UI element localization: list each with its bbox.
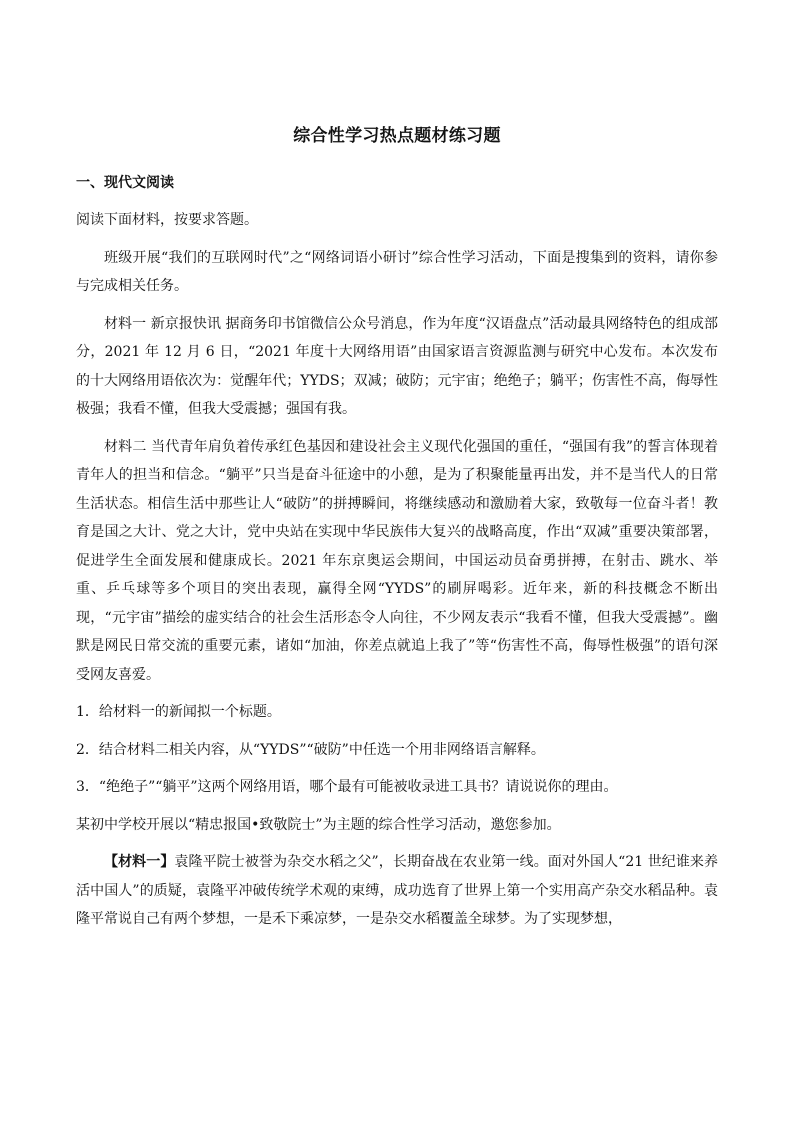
activity-material-paragraph (76, 848, 718, 934)
activity-intro-paragraph: 某初中学校开展以“精忠报国•致敬院士”为主题的综合性学习活动，邀您参加。 (76, 816, 561, 833)
question-1: 1．给材料一的新闻拟一个标题。 (76, 704, 281, 720)
material-text: 袁隆平院士被誉为杂交水稻之父”，长期奋战在农业第一线。面对外国人“21 世纪谁来养活中国人”的质疑，袁隆平冲破传统学术观的束缚，成功选育了世界上第一个实用高产杂交水稻品种。袁隆平常说自己有两个梦想，一是禾下乘凉梦，一是杂交水稻覆盖全球梦。为了实现梦想， (76, 854, 719, 927)
question-3: 3．“绝绝子”“躺平”这两个网络用语，哪个最有可能被收录进工具书？请说说你的理由。 (76, 779, 618, 795)
document-title: 综合性学习热点题材练习题 (293, 126, 501, 146)
question-2: 2．结合材料二相关内容，从“YYDS”“破防”中任选一个用非网络语言解释。 (76, 741, 545, 758)
material-one-paragraph: 材料一 新京报快讯 据商务印书馆微信公众号消息，作为年度“汉语盘点”活动最具网络特色的组成部分，2021 年 12 月 6 日，“2021 年度十大网络用语”由国家语言资源监测与研究中心发布。本次发布的十大网络用语依次为：觉醒年代；YYDS；双减；破防；元宇宙；绝绝子；躺平；伤害性不高，侮辱性极强；我看不懂，但我大受震撼；强国有我。 (76, 315, 718, 417)
section-heading: 一、现代文阅读 (76, 175, 174, 191)
material-two-paragraph: 材料二 当代青年肩负着传承红色基因和建设社会主义现代化强国的重任，“强国有我”的誓言体现着青年人的担当和信念。“躺平”只当是奋斗征途中的小憩，是为了积聚能量再出发，并不是当代人的日常生活状态。相信生活中那些让人“破防”的拼搏瞬间，将继续感动和激励着大家，致敬每一位奋斗者！教育是国之大计、党之大计，党中央站在实现中华民族伟大复兴的战略高度，作出“双减”重要决策部署，促进学生全面发展和健康成长。2021 年东京奥运会期间，中国运动员奋勇拼搏，在射击、跳水、举重、乒乓球等多个项目的突出表现，赢得全网“YYDS”的刷屏喝彩。近年来，新的科技概念不断出现，“元宇宙”描绘的虚实结合的社会生活形态令人向往，不少网友表示“我看不懂，但我大受震撼”。幽默是网民日常交流的重要元素，诸如“加油，你差点就追上我了”等“伤害性不高，侮辱性极强”的语句深受网友喜爱。 (76, 438, 718, 683)
intro-paragraph: 班级开展“我们的互联网时代”之“网络词语小研讨”综合性学习活动，下面是搜集到的资料，请你参与完成相关任务。 (76, 249, 718, 294)
instruction-paragraph: 阅读下面材料，按要求答题。 (76, 212, 258, 228)
document-body (76, 206, 718, 943)
material-label: 【材料一】 (104, 854, 175, 870)
